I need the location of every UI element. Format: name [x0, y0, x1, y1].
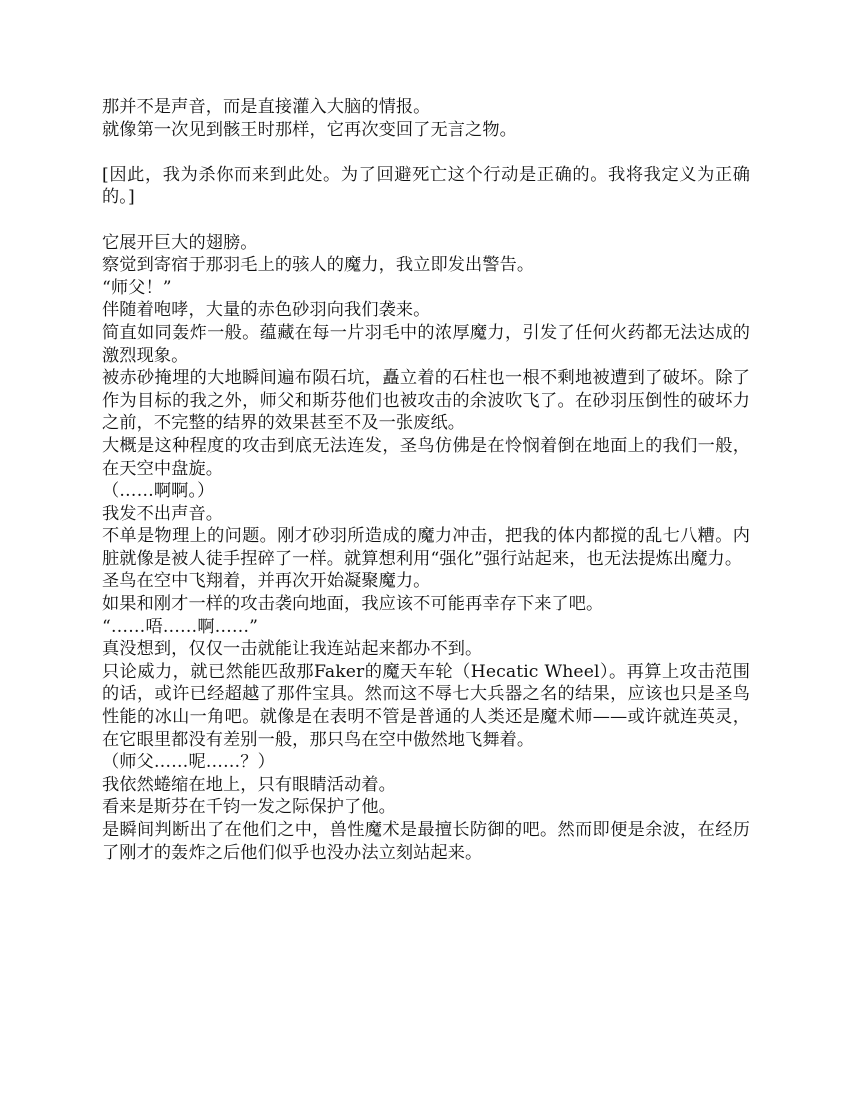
blank-line — [102, 141, 750, 164]
paragraph: 是瞬间判断出了在他们之中，兽性魔术是最擅长防御的吧。然而即便是余波，在经历了刚才的轰炸之后他们似乎也没办法立刻站起来。 — [102, 820, 750, 863]
document-page — [102, 96, 750, 864]
paragraph: 被赤砂掩埋的大地瞬间遍布陨石坑，矗立着的石柱也一根不剩地被遭到了破坏。除了作为目标的我之外，师父和斯芬他们也被攻击的余波吹飞了。在砂羽压倒性的破坏力之前，不完整的结界的效果甚至不及一张废纸。 — [102, 368, 750, 434]
paragraph: “……唔……啊……” — [102, 616, 259, 637]
paragraph: 伴随着咆哮，大量的赤色砂羽向我们袭来。 — [102, 300, 431, 321]
paragraph: 只论威力，就已然能匹敌那Faker的魔天车轮（Hecatic Wheel）。再算上攻击范围的话，或许已经超越了那件宝具。然而这不辱七大兵器之名的结果，应该也只是圣鸟性能的冰山一角吧。就像是在表明不管是普通的人类还是魔术师——或许就连英灵，在它眼里都没有差别一般，那只鸟在空中傲然地飞舞着。 — [102, 661, 750, 750]
paragraph: 如果和刚才一样的攻击袭向地面，我应该不可能再幸存下来了吧。 — [102, 594, 604, 615]
paragraph: “师父！” — [102, 277, 172, 298]
paragraph: （……啊啊。） — [102, 481, 215, 502]
paragraph: 大概是这种程度的攻击到底无法连发，圣鸟仿佛是在怜悯着倒在地面上的我们一般，在天空中盘旋。 — [102, 435, 750, 479]
paragraph: 真没想到，仅仅一击就能让我连站起来都办不到。 — [102, 639, 483, 660]
paragraph: 它展开巨大的翅膀。 — [102, 232, 258, 253]
paragraph: 就像第一次见到骸王时那样，它再次变回了无言之物。 — [102, 119, 517, 140]
paragraph: 圣鸟在空中飞翔着，并再次开始凝聚魔力。 — [102, 571, 431, 592]
paragraph: 察觉到寄宿于那羽毛上的骇人的魔力，我立即发出警告。 — [102, 255, 535, 276]
paragraph: 不单是物理上的问题。刚才砂羽所造成的魔力冲击，把我的体内都搅的乱七八糟。内脏就像是被人徒手捏碎了一样。就算想利用“强化”强行站起来，也无法提炼出魔力。 — [102, 526, 750, 569]
paragraph: （师父……呢……？） — [102, 752, 275, 773]
paragraph: 看来是斯芬在千钧一发之际保护了他。 — [102, 797, 396, 818]
blank-line — [102, 209, 750, 232]
paragraph: 简直如同轰炸一般。蕴藏在每一片羽毛中的浓厚魔力，引发了任何火药都无法达成的激烈现象。 — [102, 322, 750, 366]
paragraph: 我依然蜷缩在地上，只有眼睛活动着。 — [102, 774, 396, 795]
paragraph: 我发不出声音。 — [102, 503, 224, 524]
paragraph: [因此，我为杀你而来到此处。为了回避死亡这个行动是正确的。我将我定义为正确的。] — [102, 164, 750, 208]
paragraph: 那并不是声音，而是直接灌入大脑的情报。 — [102, 97, 431, 117]
